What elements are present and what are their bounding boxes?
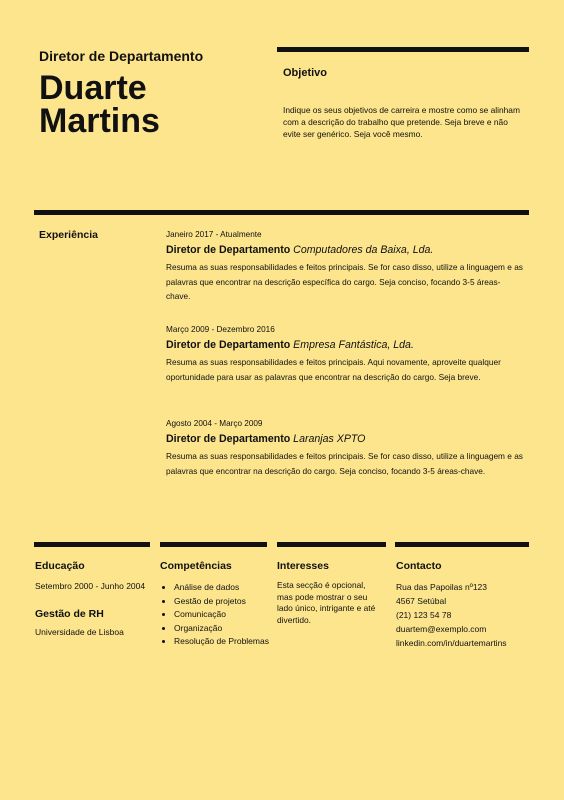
objective-heading: Objetivo <box>283 67 328 79</box>
experience-entry <box>166 230 524 304</box>
experience-title <box>166 433 524 445</box>
contact-address-line1: Rua das Papoilas nº123 <box>396 582 488 592</box>
experience-entry <box>166 325 524 384</box>
skill-item: • Análise de dados <box>174 581 274 595</box>
skill-item: • Resolução de Problemas <box>174 635 274 649</box>
education-degree: Gestão de RH <box>35 608 104 620</box>
experience-role: Diretor de Departamento <box>166 433 291 445</box>
contact-block <box>396 580 526 650</box>
experience-role: Diretor de Departamento <box>166 244 291 256</box>
contact-linkedin[interactable]: linkedin.com/in/duartemartins <box>396 638 507 648</box>
contact-heading: Contacto <box>396 560 442 572</box>
experience-company: Computadores da Baixa, Lda. <box>293 244 434 256</box>
experience-entry <box>166 419 524 478</box>
contact-address-line2: 4567 Setúbal <box>396 596 447 606</box>
skills-list <box>160 581 274 649</box>
header-job-title: Diretor de Departamento <box>39 48 204 64</box>
skill-item: • Organização <box>174 622 274 636</box>
skill-item: • Gestão de projetos <box>174 595 274 609</box>
experience-dates: Agosto 2004 - Março 2009 <box>166 419 263 428</box>
education-school: Universidade de Lisboa <box>35 627 124 637</box>
experience-company: Empresa Fantástica, Lda. <box>293 339 414 351</box>
candidate-name <box>39 69 160 140</box>
skills-divider <box>160 542 267 547</box>
experience-heading: Experiência <box>39 229 98 241</box>
experience-title <box>166 244 524 256</box>
experience-title <box>166 339 524 351</box>
experience-description: Resuma as suas responsabilidades e feitos principais. Se for caso disso, utilize a linguagem e as palavras que encontrar na descrição específica do cargo. Seja conciso, focando 3-5 áreas-chave. <box>166 262 523 301</box>
interests-divider <box>277 542 386 547</box>
objective-divider <box>277 47 529 52</box>
education-heading: Educação <box>35 560 85 572</box>
contact-phone: (21) 123 54 78 <box>396 610 452 620</box>
candidate-first-name: Duarte <box>39 69 147 107</box>
interests-heading: Interesses <box>277 560 329 572</box>
interests-text: Esta secção é opcional, mas pode mostrar o seu lado único, intrigante e até divertido. <box>277 580 376 625</box>
candidate-last-name: Martins <box>39 102 160 140</box>
experience-divider <box>34 210 529 215</box>
experience-dates: Janeiro 2017 - Atualmente <box>166 230 262 239</box>
contact-email[interactable]: duartem@exemplo.com <box>396 624 487 634</box>
experience-description: Resuma as suas responsabilidades e feitos principais. Se for caso disso, utilize a linguagem e as palavras que encontrar na descrição do cargo. Seja conciso, focando 3-5 áreas-chave. <box>166 451 523 476</box>
experience-description: Resuma as suas responsabilidades e feitos principais. Aqui novamente, aproveite qualquer oportunidade para usar as palavras que encontrar na descrição do cargo. Seja breve. <box>166 357 501 382</box>
skill-item: • Comunicação <box>174 608 274 622</box>
objective-text: Indique os seus objetivos de carreira e mostre como se alinham com a descrição do trabalho que pretende. Seja breve e não evite ser genérico. Seja você mesmo. <box>283 105 520 139</box>
experience-company: Laranjas XPTO <box>293 433 366 445</box>
skills-heading: Competências <box>160 560 232 572</box>
experience-dates: Março 2009 - Dezembro 2016 <box>166 325 275 334</box>
contact-divider <box>395 542 529 547</box>
experience-role: Diretor de Departamento <box>166 339 291 351</box>
education-dates: Setembro 2000 - Junho 2004 <box>35 581 146 591</box>
education-divider <box>34 542 150 547</box>
